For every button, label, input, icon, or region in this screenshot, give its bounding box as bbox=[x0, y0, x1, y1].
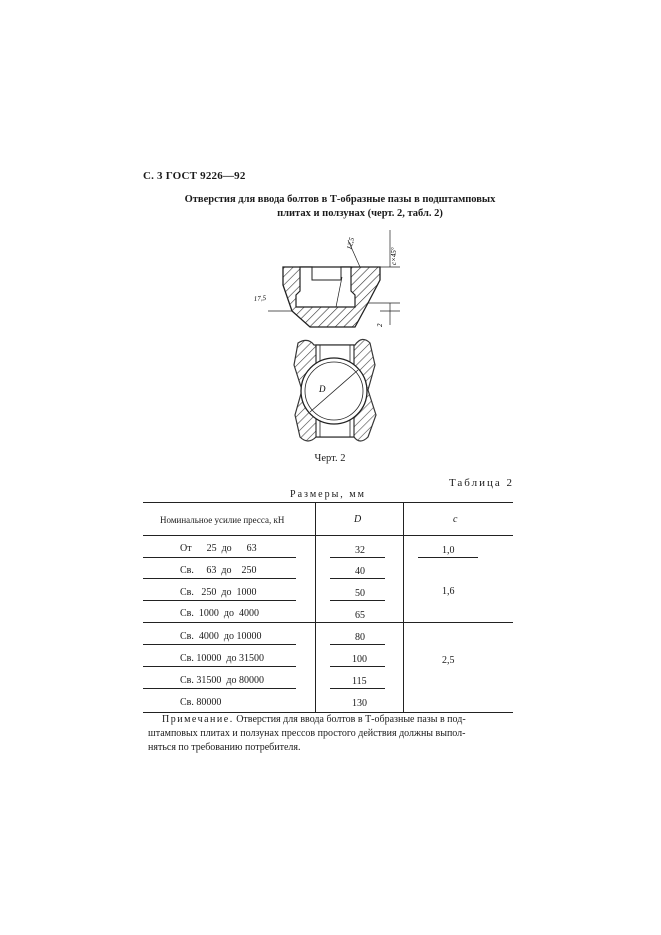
t-slot-drawing bbox=[250, 225, 420, 450]
row-c: 1,6 bbox=[442, 586, 455, 597]
row-force: Св. 4000 до 10000 bbox=[180, 631, 262, 642]
row-force: Св. 10000 до 31500 bbox=[180, 653, 264, 664]
header-force: Номинальное усилие пресса, кН bbox=[160, 515, 285, 525]
dim-2: 2 bbox=[376, 323, 384, 327]
table-sizes-label: Размеры, мм bbox=[290, 489, 366, 500]
note-text-1: Отверстия для ввода болтов в Т-образные пазы в под- bbox=[233, 714, 466, 725]
table-note bbox=[148, 713, 514, 755]
row-force: Св. 63 до 250 bbox=[180, 565, 257, 576]
row-c: 2,5 bbox=[442, 655, 455, 666]
table-header-rule bbox=[143, 535, 513, 536]
row-rule bbox=[330, 557, 385, 558]
dim-17-5: 17,5 bbox=[253, 293, 267, 303]
row-rule bbox=[143, 600, 296, 601]
table-top-rule bbox=[143, 502, 513, 503]
page-header: С. 3 ГОСТ 9226—92 bbox=[143, 170, 246, 182]
row-rule bbox=[143, 622, 513, 623]
note-text-2: штамповых плитах и ползунах прессов простого действия должны выпол- bbox=[148, 728, 466, 739]
header-D: D bbox=[354, 514, 362, 525]
dim-12-5: 12,5 bbox=[345, 236, 357, 251]
note-label: Примечание. bbox=[162, 714, 234, 725]
section-heading-line1: Отверстия для ввода болтов в Т-образные пазы в подштамповых bbox=[184, 194, 496, 205]
row-rule bbox=[143, 644, 296, 645]
row-rule bbox=[330, 644, 385, 645]
header-c: c bbox=[453, 514, 458, 525]
table-col-rule-1 bbox=[315, 502, 316, 712]
row-force: От 25 до 63 bbox=[180, 543, 257, 554]
plan-view bbox=[294, 339, 376, 441]
row-rule bbox=[143, 578, 296, 579]
row-D: 100 bbox=[352, 654, 367, 665]
dim-c45: c×45° bbox=[390, 247, 398, 265]
section-view bbox=[268, 230, 400, 327]
row-D: 40 bbox=[355, 566, 365, 577]
row-c: 1,0 bbox=[442, 545, 455, 556]
row-D: 115 bbox=[352, 676, 367, 687]
row-D: 32 bbox=[355, 545, 365, 556]
row-rule bbox=[330, 600, 385, 601]
row-D: 50 bbox=[355, 588, 365, 599]
row-rule bbox=[330, 666, 385, 667]
dim-D: D bbox=[319, 384, 326, 394]
row-force: Св. 250 до 1000 bbox=[180, 587, 257, 598]
note-text-3: няться по требованию потребителя. bbox=[148, 742, 301, 753]
row-rule bbox=[330, 578, 385, 579]
table-label: Таблица 2 bbox=[448, 477, 514, 489]
row-rule bbox=[330, 688, 385, 689]
table-col-rule-2 bbox=[403, 502, 404, 712]
row-rule bbox=[143, 557, 296, 558]
row-rule bbox=[418, 557, 478, 558]
row-force: Св. 80000 bbox=[180, 697, 222, 708]
row-rule bbox=[143, 666, 296, 667]
drawing-caption: Черт. 2 bbox=[314, 453, 346, 464]
row-force: Св. 31500 до 80000 bbox=[180, 675, 264, 686]
row-D: 65 bbox=[355, 610, 365, 621]
row-rule bbox=[143, 688, 296, 689]
row-force: Св. 1000 до 4000 bbox=[180, 608, 259, 619]
row-D: 130 bbox=[352, 698, 367, 709]
row-D: 80 bbox=[355, 632, 365, 643]
section-heading-line2: плитах и ползунах (черт. 2, табл. 2) bbox=[277, 208, 443, 219]
